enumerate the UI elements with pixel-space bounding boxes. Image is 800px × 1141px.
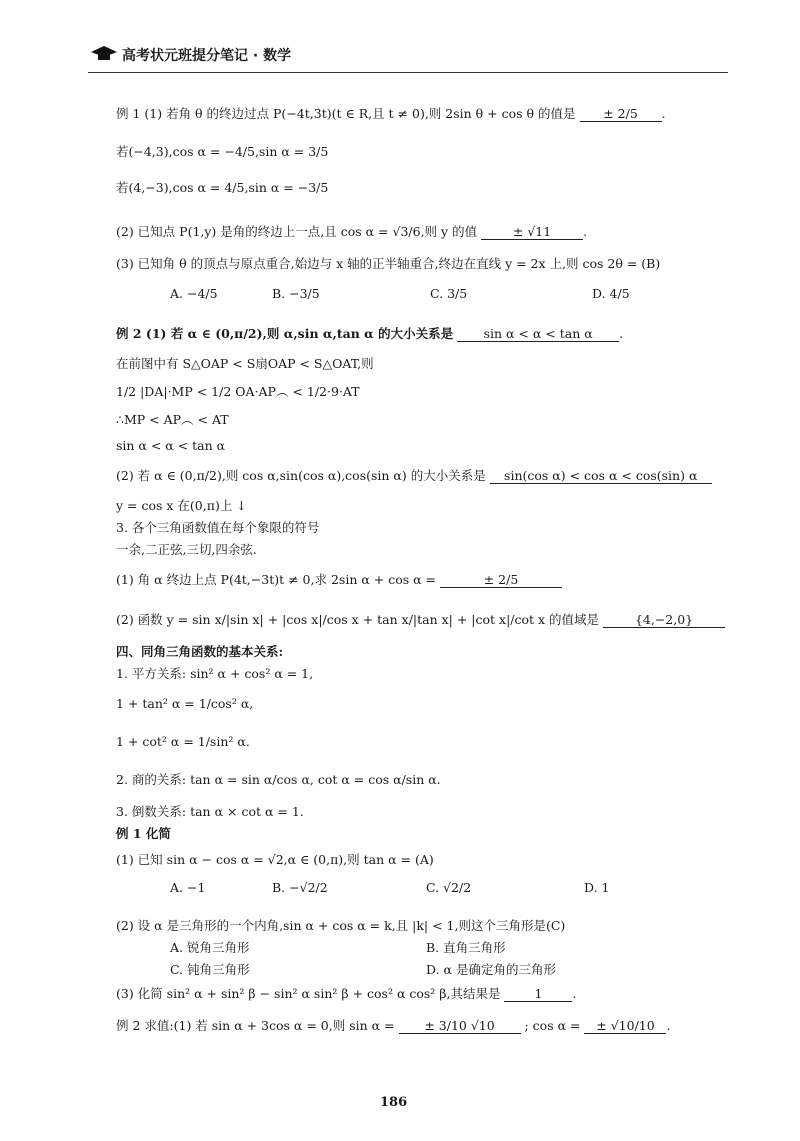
page-header-title: 高考状元班提分笔记 · 数学 — [122, 48, 292, 64]
graduation-cap-icon — [90, 44, 118, 64]
section-heading: 3. 各个三角函数值在每个象限的符号 — [116, 520, 320, 535]
example1-q3: (3) 化简 sin² α + sin² β − sin² α sin² β + cos² α cos² β,其结果是 1 . — [116, 986, 577, 1001]
choice-b: B. −√2/2 — [272, 880, 328, 895]
answer-blank: 1 — [504, 986, 572, 1002]
note-line: ∴MP < AP︵ < AT — [116, 412, 229, 427]
choice-d: D. α 是确定角的三角形 — [426, 962, 556, 977]
example2-q1: 例 2 求值:(1) 若 sin α + 3cos α = 0,则 sin α = ± 3/10 √10 ; cos α = ± √10/10 . — [116, 1018, 671, 1033]
answer-blank: {4,−2,0} — [603, 612, 725, 628]
choice-a: A. −4/5 — [170, 286, 218, 301]
choice-a: A. 锐角三角形 — [170, 940, 250, 955]
choice-c: C. 钝角三角形 — [170, 962, 250, 977]
example1-q1: (1) 已知 sin α − cos α = √2,α ∈ (0,π),则 tan α = (A) — [116, 852, 434, 867]
choice-a: A. −1 — [170, 880, 206, 895]
section-heading: 四、同角三角函数的基本关系: — [116, 644, 284, 659]
formula-line: 1 + tan² α = 1/cos² α, — [116, 696, 254, 711]
answer-blank: ± 2/5 — [440, 572, 562, 588]
note-line: 在前图中有 S△OAP < S扇OAP < S△OAT,则 — [116, 356, 374, 371]
formula-line: 1 + cot² α = 1/sin² α. — [116, 734, 250, 749]
formula-line: 1. 平方关系: sin² α + cos² α = 1, — [116, 666, 314, 681]
answer-blank: ± 3/10 √10 — [399, 1018, 521, 1034]
formula-line: 2. 商的关系: tan α = sin α/cos α, cot α = cos α/sin α. — [116, 772, 441, 787]
choice-b: B. −3/5 — [272, 286, 320, 301]
exercise-2: (2) 函数 y = sin x/|sin x| + |cos x|/cos x + tan x/|tan x| + |cot x|/cot x 的值域是 {4,−2,0} — [116, 612, 725, 628]
example1-heading: 例 1 化简 — [116, 826, 171, 841]
choice-d: D. 1 — [584, 880, 610, 895]
formula-line: 3. 倒数关系: tan α × cot α = 1. — [116, 804, 304, 819]
note-line: y = cos x 在(0,π)上 ↓ — [116, 498, 247, 513]
exercise-1: (1) 角 α 终边上点 P(4t,−3t)t ≠ 0,求 2sin α + cos α = ± 2/5 — [116, 572, 562, 588]
choice-d: D. 4/5 — [592, 286, 630, 301]
answer-blank: sin α < α < tan α — [457, 326, 619, 342]
example1-q2: (2) 设 α 是三角形的一个内角,sin α + cos α = k,且 |k| < 1,则这个三角形是(C) — [116, 918, 566, 933]
note-line: 一余,二正弦,三切,四余弦. — [116, 542, 257, 557]
choice-b: B. 直角三角形 — [426, 940, 506, 955]
example1-q2: (2) 已知点 P(1,y) 是角的终边上一点,且 cos α = √3/6,则 y 的值 ± √11 . — [116, 224, 588, 239]
page-number: 186 — [380, 1095, 408, 1110]
example2-q1: 例 2 (1) 若 α ∈ (0,π/2),则 α,sin α,tan α 的大小关系是 sin α < α < tan α . — [116, 326, 624, 341]
answer-blank: ± √11 — [481, 224, 583, 240]
note-line: 若(−4,3),cos α = −4/5,sin α = 3/5 — [116, 144, 329, 159]
note-line: 1/2 |DA|·MP < 1/2 OA·AP︵ < 1/2·9·AT — [116, 384, 360, 399]
answer-blank: sin(cos α) < cos α < cos(sin) α — [490, 468, 712, 484]
note-line: 若(4,−3),cos α = 4/5,sin α = −3/5 — [116, 180, 329, 195]
example2-q2: (2) 若 α ∈ (0,π/2),则 cos α,sin(cos α),cos(sin α) 的大小关系是 sin(cos α) < cos α < cos(sin) α — [116, 468, 712, 484]
example1-q3: (3) 已知角 θ 的顶点与原点重合,始边与 x 轴的正半轴重合,终边在直线 y = 2x 上,则 cos 2θ = (B) — [116, 256, 661, 271]
example1-q1: 例 1 (1) 若角 θ 的终边过点 P(−4t,3t)(t ∈ R,且 t ≠ 0),则 2sin θ + cos θ 的值是 ± 2/5 . — [116, 106, 666, 121]
choice-c: C. √2/2 — [426, 880, 472, 895]
choice-c: C. 3/5 — [430, 286, 468, 301]
answer-blank: ± √10/10 — [584, 1018, 666, 1034]
note-line: sin α < α < tan α — [116, 438, 226, 453]
answer-blank: ± 2/5 — [580, 106, 662, 122]
header-rule — [88, 72, 728, 73]
